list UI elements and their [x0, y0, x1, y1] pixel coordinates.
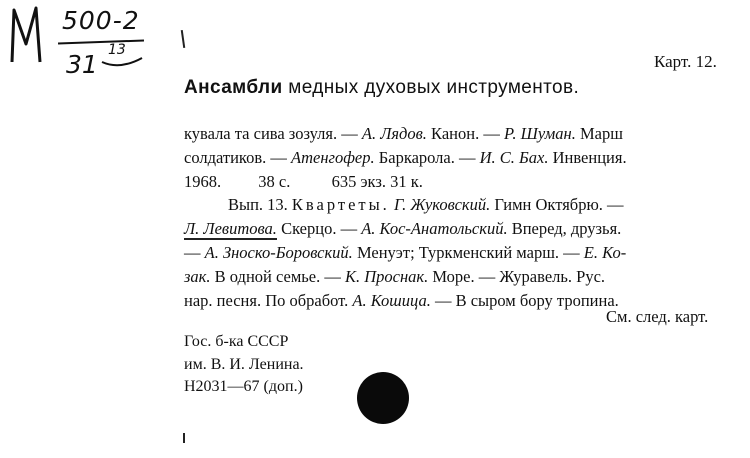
- handwritten-underline-curve: [100, 56, 144, 70]
- handwritten-code-superscript: 13: [108, 42, 126, 58]
- text-line-7: зак. В одной семье. — К. Проснак. Море. — Журавель. Рус.: [184, 267, 606, 286]
- card-title-rest: медных духовых инструментов.: [282, 77, 580, 98]
- text-line-2: солдатиков. — Атенгофер. Баркарола. — И. С. Бах. Инвенция.: [184, 148, 627, 167]
- composer-name: А. Кос-Анатольский.: [361, 219, 508, 238]
- composer-name: Г. Жуковский.: [393, 195, 491, 214]
- composer-name: Атенгофер.: [291, 148, 375, 167]
- card-code: Н2031—67 (доп.): [184, 378, 303, 395]
- text-line-5: Л. Левитова. Скерцо. — А. Кос-Анатольский. Вперед, друзья.: [184, 219, 622, 238]
- continued-note: См. след. карт.: [606, 307, 709, 326]
- composer-name: К. Проснак.: [345, 267, 429, 286]
- handwritten-letter-m: [6, 4, 46, 66]
- handwritten-code-bottom: 31: [66, 50, 98, 79]
- composer-name: Л. Левитова.: [184, 219, 277, 238]
- pencil-mark: [183, 433, 185, 443]
- text-line-6: — А. Зноско-Боровский. Менуэт; Туркменский марш. — Е. Ко-: [184, 243, 627, 262]
- publication-info: 1968. 38 с. 635 экз. 31 к.: [184, 172, 423, 191]
- composer-name: Р. Шуман.: [503, 124, 576, 143]
- card-number: Карт. 12.: [654, 52, 717, 71]
- text-line-1: кувала та сива зозуля. — А. Лядов. Канон. — Р. Шуман. Марш: [184, 124, 623, 143]
- composer-name: А. Кошица.: [352, 291, 431, 310]
- handwritten-code-top: 500-2: [62, 6, 140, 35]
- punch-hole: [357, 372, 409, 424]
- card-title: [184, 77, 579, 99]
- library-name: Гос. б-ка СССР: [184, 333, 289, 350]
- composer-name: А. Зноско-Боровский.: [204, 243, 353, 262]
- text-line-8: нар. песня. По обработ. А. Кошица. — В сыром бору тропина.: [184, 291, 619, 310]
- pencil-mark: [181, 30, 185, 48]
- handwritten-fraction-line: [58, 39, 144, 44]
- card-title-bold: Ансамбли: [184, 77, 283, 98]
- composer-name: зак.: [184, 267, 211, 286]
- library-name-2: им. В. И. Ленина.: [184, 356, 304, 373]
- section-heading: Квартеты.: [291, 195, 390, 214]
- composer-name: Е. Ко-: [583, 243, 627, 262]
- text-line-4: Вып. 13. Квартеты. Г. Жуковский. Гимн Октябрю. —: [228, 195, 624, 214]
- composer-name: И. С. Бах.: [479, 148, 549, 167]
- composer-name: А. Лядов.: [361, 124, 427, 143]
